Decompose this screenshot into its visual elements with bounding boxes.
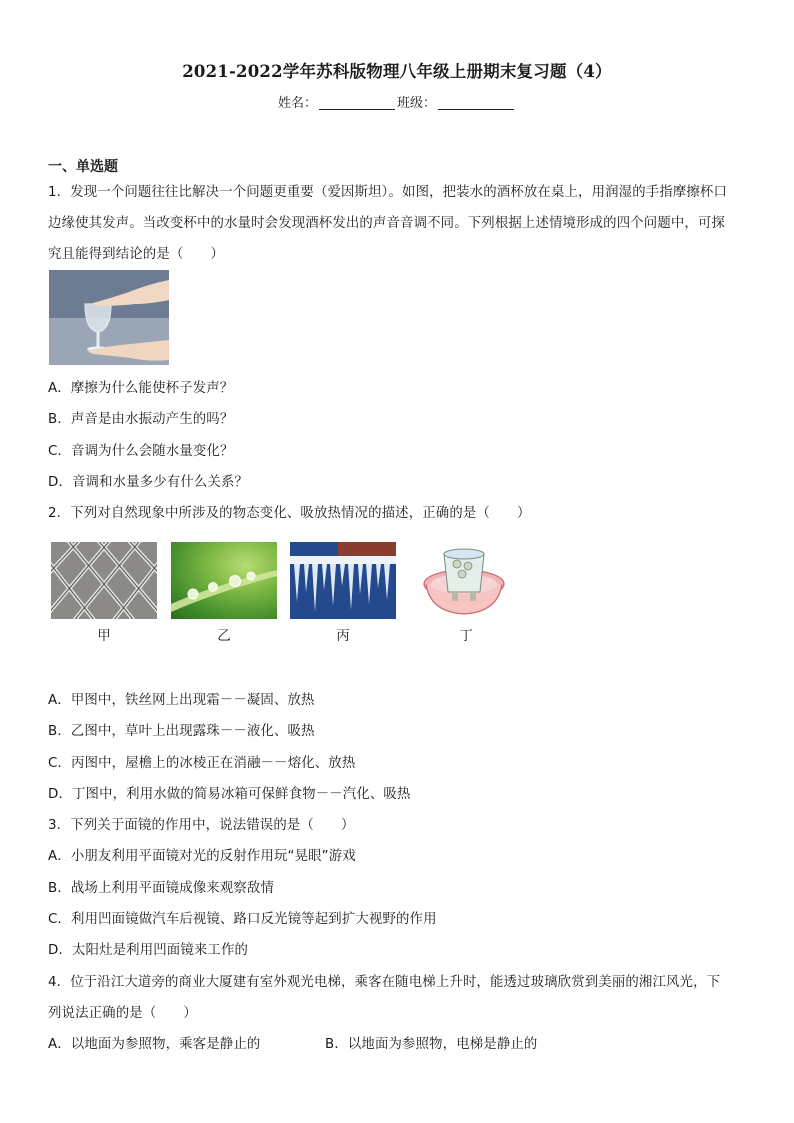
q1-stem-line-2: 边缘使其发声。当改变杯中的水量时会发现酒杯发出的声音音调不同。下列根据上述情境形成的四个问题中，可探 [48, 216, 726, 231]
q2-stem: 2．下列对自然现象中所涉及的物态变化、吸放热情况的描述，正确的是（ ） [48, 506, 531, 521]
q1-stem-line-1: 1．发现一个问题往往比解决一个问题更重要（爱因斯坦）。如图，把装水的酒杯放在桌上，用润湿的手指摩擦杯口 [48, 185, 727, 200]
caption-yi: 乙 [217, 628, 231, 644]
class-label: 班级： [397, 96, 437, 111]
page-title: 2021-2022学年苏科版物理八年级上册期末复习题（4） [182, 62, 612, 81]
q3-stem: 3．下列关于面镜的作用中，说法错误的是（ ） [48, 818, 355, 833]
caption-bing: 丙 [336, 628, 350, 644]
q2-option-c: C．丙图中，屋檐上的冰棱正在消融－－熔化、放热 [48, 756, 356, 771]
frost-illustration [51, 542, 157, 619]
icicles-illustration [290, 542, 396, 619]
name-blank [319, 95, 395, 110]
q3-option-c: C．利用凹面镜做汽车后视镜、路口反光镜等起到扩大视野的作用 [48, 912, 437, 927]
cooler-illustration [414, 542, 514, 619]
simple-cooler-drawing [414, 542, 514, 619]
q4-option-a: A．以地面为参照物，乘客是静止的 [48, 1037, 261, 1052]
caption-ding: 丁 [459, 628, 473, 644]
q4-stem-line-1: 4．位于沿江大道旁的商业大厦建有室外观光电梯，乘客在随电梯上升时，能透过玻璃欣赏到美丽的湘江风光，下 [48, 975, 721, 990]
wine-glass-illustration [49, 270, 169, 365]
q1-option-c: C．音调为什么会随水量变化？ [48, 444, 234, 459]
q4-option-b: B．以地面为参照物，电梯是静止的 [325, 1037, 538, 1052]
q4-stem-line-2: 列说法正确的是（ ） [48, 1006, 197, 1021]
section-heading: 一、单选题 [48, 159, 118, 175]
caption-jia: 甲 [97, 628, 111, 644]
q1-option-a: A．摩擦为什么能使杯子发声？ [48, 381, 234, 396]
wine-glass-photo [49, 270, 169, 365]
q2-option-a: A．甲图中，铁丝网上出现霜－－凝固、放热 [48, 693, 315, 708]
q1-option-b: B．声音是由水振动产生的吗？ [48, 412, 234, 427]
dew-illustration [171, 542, 277, 619]
q1-option-d: D．音调和水量多少有什么关系？ [48, 475, 249, 490]
icicles-photo [290, 542, 396, 619]
q3-option-d: D．太阳灶是利用凹面镜来工作的 [48, 943, 249, 958]
q3-option-b: B．战场上利用平面镜成像来观察敌情 [48, 881, 274, 896]
q3-option-a: A．小朋友利用平面镜对光的反射作用玩“晃眼”游戏 [48, 849, 356, 864]
frost-wire-mesh-photo [51, 542, 157, 619]
student-info [0, 92, 794, 111]
q1-stem-line-3: 究且能得到结论的是（ ） [48, 247, 225, 262]
dew-on-grass-photo [171, 542, 277, 619]
name-label: 姓名： [277, 96, 317, 111]
class-blank [438, 95, 514, 110]
q2-option-b: B．乙图中，草叶上出现露珠－－液化、吸热 [48, 724, 315, 739]
q2-option-d: D．丁图中，利用水做的简易冰箱可保鲜食物－－汽化、吸热 [48, 787, 411, 802]
